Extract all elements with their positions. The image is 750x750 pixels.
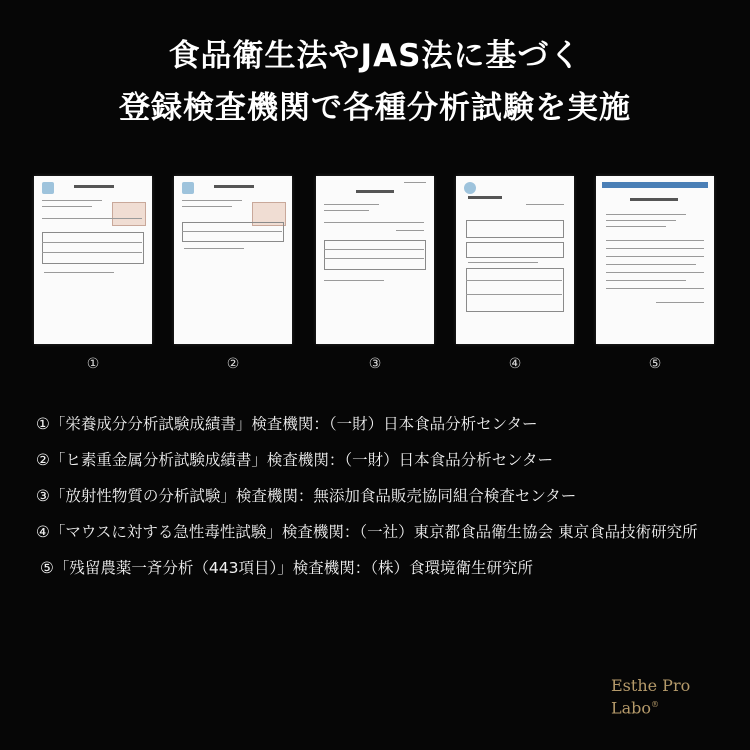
agency-logo-icon <box>464 182 476 194</box>
document-number-5: ⑤ <box>648 356 662 372</box>
test-list <box>36 406 726 586</box>
agency-logo-icon <box>42 182 54 194</box>
brand-logo <box>611 676 690 717</box>
document-number-3: ③ <box>368 356 382 372</box>
document-thumbnail-2 <box>174 176 292 344</box>
document-number-2: ② <box>226 356 240 372</box>
document-thumbnail-1 <box>34 176 152 344</box>
document-number-1: ① <box>86 356 100 372</box>
document-thumbnail-4 <box>456 176 574 344</box>
seal-stamp-icon <box>112 202 146 226</box>
headline <box>0 30 750 134</box>
registered-mark: ® <box>651 700 660 709</box>
test-item-3: ③「放射性物質の分析試験」検査機関：無添加食品販売協同組合検査センター <box>36 487 577 505</box>
test-item-1: ①「栄養成分分析試験成績書」検査機関：（一財）日本食品分析センター <box>36 415 538 433</box>
brand-line-2: Labo <box>611 698 652 718</box>
headline-line-2: 登録検査機関で各種分析試験を実施 <box>119 90 631 126</box>
document-number-4: ④ <box>508 356 522 372</box>
test-item-5: ⑤「残留農薬一斉分析（443項目）」検査機関：（株）食環境衛生研究所 <box>40 559 533 577</box>
agency-logo-icon <box>182 182 194 194</box>
brand-line-1: Esthe Pro <box>611 676 691 695</box>
headline-line-1: 食品衛生法やJAS法に基づく <box>168 38 582 74</box>
test-item-4: ④「マウスに対する急性毒性試験」検査機関：（一社）東京都食品衛生協会 東京食品技術研究所 <box>36 523 698 541</box>
document-thumbnails <box>0 176 750 376</box>
test-item-2: ②「ヒ素重金属分析試験成績書」検査機関：（一財）日本食品分析センター <box>36 451 554 469</box>
document-thumbnail-3 <box>316 176 434 344</box>
document-thumbnail-5 <box>596 176 714 344</box>
